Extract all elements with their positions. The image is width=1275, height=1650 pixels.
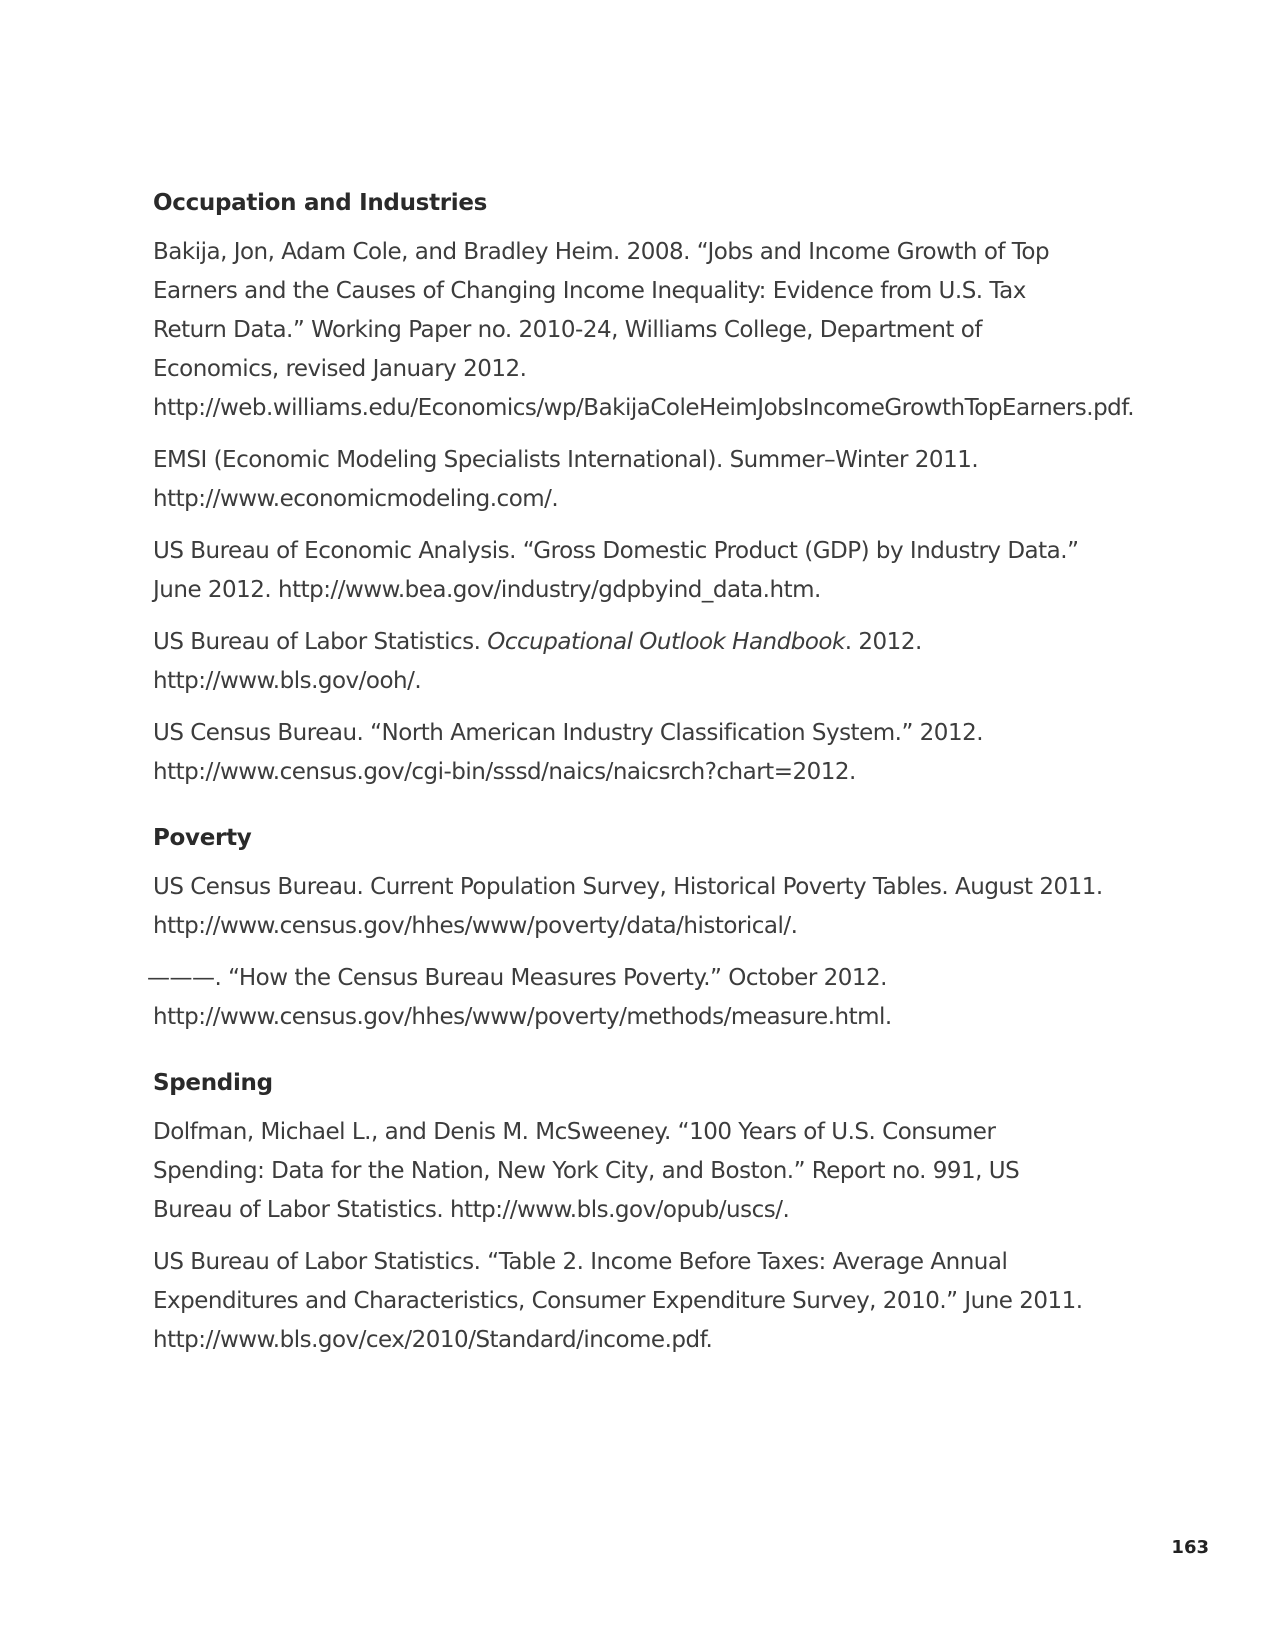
section-heading: Occupation and Industries bbox=[153, 190, 488, 216]
section-occupation-and-industries bbox=[153, 187, 1135, 792]
reference-entry: US Bureau of Economic Analysis. “Gross Domestic Product (GDP) by Industry Data.” June 2012. http://www.bea.gov/industry/gdpbyind_data.htm. bbox=[153, 538, 1079, 603]
reference-title-italic: Occupational Outlook Handbook bbox=[487, 629, 845, 655]
references-content bbox=[147, 187, 1135, 1390]
reference-entry bbox=[153, 623, 1103, 701]
reference-text: US Bureau of Labor Statistics. bbox=[153, 629, 488, 655]
reference-entry: US Census Bureau. Current Population Survey, Historical Poverty Tables. August 2011. http://www.census.gov/hhes/www/poverty/data/historical/. bbox=[153, 874, 1103, 939]
reference-entry: Bakija, Jon, Adam Cole, and Bradley Heim. 2008. “Jobs and Income Growth of Top Earners and the Causes of Changing Income Inequality: Evidence from U.S. Tax Return Data.” Working Paper no. 2010-24, Williams College, Department of Economics, revised January 2012. http://web.williams.edu/Economics/wp/BakijaColeHeimJobsIncomeGrowthTopEarners.pdf. bbox=[153, 239, 1135, 421]
section-spending bbox=[153, 1067, 1103, 1360]
reference-entry: EMSI (Economic Modeling Specialists International). Summer–Winter 2011. http://www.economicmodeling.com/. bbox=[153, 447, 979, 512]
reference-entry: US Census Bureau. “North American Industry Classification System.” 2012. http://www.census.gov/cgi-bin/sssd/naics/naicsrch?chart=2012. bbox=[153, 720, 984, 785]
section-heading: Spending bbox=[153, 1070, 273, 1096]
reference-entry: Dolfman, Michael L., and Denis M. McSweeney. “100 Years of U.S. Consumer Spending: Data for the Nation, New York City, and Boston.” Report no. 991, US Bureau of Labor Statistics. http://www.bls.gov/opub/uscs/. bbox=[153, 1119, 1020, 1223]
reference-entry: ———. “How the Census Bureau Measures Poverty.” October 2012. http://www.census.gov/hhes/www/poverty/methods/measure.html. bbox=[147, 965, 892, 1030]
page-number: 163 bbox=[1171, 1537, 1209, 1558]
section-poverty bbox=[147, 822, 1103, 1037]
reference-text: . 2012. http://www.bls.gov/ooh/. bbox=[153, 629, 922, 694]
section-heading: Poverty bbox=[153, 825, 252, 851]
reference-entry: US Bureau of Labor Statistics. “Table 2. Income Before Taxes: Average Annual Expenditures and Characteristics, Consumer Expenditure Survey, 2010.” June 2011. http://www.bls.gov/cex/2010/Standard/income.pdf. bbox=[153, 1249, 1083, 1353]
